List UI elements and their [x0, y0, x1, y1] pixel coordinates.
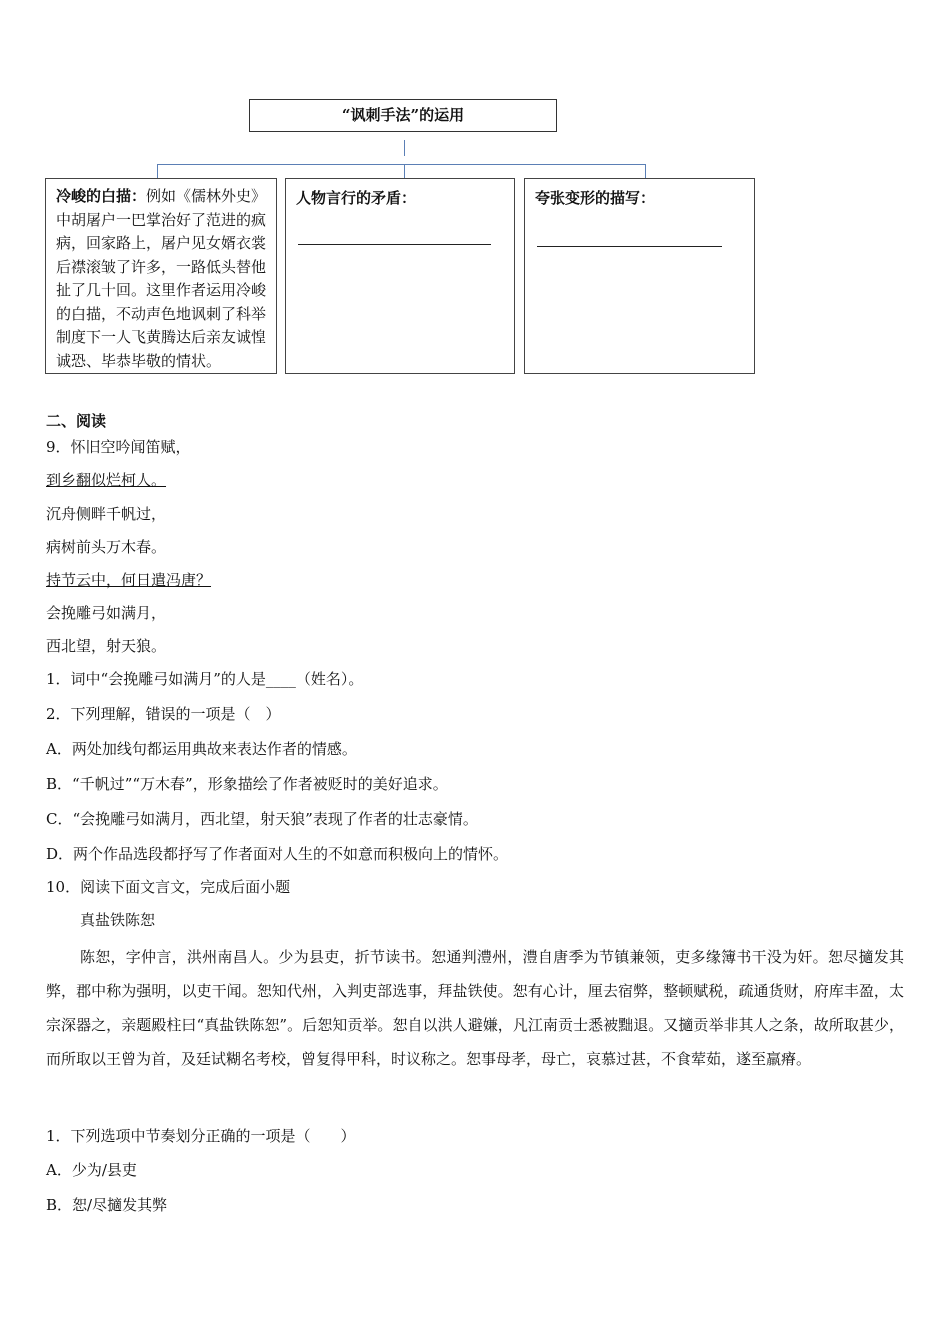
- option-b: B．恕/尽擿发其弊: [46, 1196, 168, 1214]
- connector-line: [157, 164, 158, 178]
- box-heading: 人物言行的矛盾：: [296, 189, 417, 207]
- diagram-title: “讽刺手法”的运用: [249, 99, 557, 132]
- section-heading: 二、阅读: [46, 412, 107, 430]
- question: 1．下列选项中节奏划分正确的一项是（ ）: [46, 1127, 356, 1145]
- option-d: D．两个作品选段都抒写了作者面对人生的不如意而积极向上的情怀。: [46, 845, 509, 863]
- diagram-box-contradiction: [285, 178, 515, 374]
- option-b: B．“千帆过”“万木春”，形象描绘了作者被贬时的美好追求。: [46, 775, 448, 793]
- poem-line: 沉舟侧畔千帆过，: [46, 505, 167, 523]
- diagram-box-exaggeration: [524, 178, 755, 374]
- question: 10．阅读下面文言文，完成后面小题: [46, 878, 291, 896]
- poem-line: 9．怀旧空吟闻笛赋，: [46, 438, 191, 456]
- passage-text: 陈恕，字仲言，洪州南昌人。少为县吏，折节读书。恕通判澧州，澧自唐季为节镇兼领，吏多缘簿书干没为奸。恕尽擿发其弊，郡中称为强明，以吏干闻。恕知代州，入判吏部选事，拜盐铁使。恕有心计，厘去宿弊，整顿赋税，疏通货财，府库丰盈，太宗深器之，亲题殿柱曰“真盐铁陈恕”。后恕知贡举。恕自以洪人避嫌，凡江南贡士悉被黜退。又擿贡举非其人之条，故所取甚少，而所取以王曾为首，及廷试糊名考校，曾复得甲科，时议称之。恕事母孝，母亡，哀慕过甚，不食荤茹，遂至羸瘠。: [46, 948, 904, 1068]
- answer-blank[interactable]: [537, 246, 722, 247]
- poem-line: 西北望，射天狼。: [46, 637, 167, 655]
- box-heading: 夸张变形的描写：: [535, 189, 656, 207]
- box-body: 例如《儒林外史》中胡屠户一巴掌治好了范进的疯病，回家路上，屠户见女婿衣裳后襟滚皱了许多，一路低头替他扯了几十回。这里作者运用冷峻的白描，不动声色地讽刺了科举制度下一人飞黄腾达后亲友诚惶诚恐、毕恭毕敬的情状。: [56, 187, 267, 370]
- box-heading: 冷峻的白描：: [56, 187, 147, 205]
- connector-line: [645, 164, 646, 178]
- answer-blank[interactable]: [298, 244, 491, 245]
- question: 2．下列理解，错误的一项是（ ）: [46, 705, 281, 723]
- passage-title: 真盐铁陈恕: [80, 911, 156, 929]
- poem-line-underlined: 到乡翻似烂柯人。: [46, 471, 167, 489]
- option-a: A．两处加线句都运用典故来表达作者的情感。: [46, 740, 357, 758]
- diagram-box-plain-description: [45, 178, 277, 374]
- connector-line: [404, 164, 405, 178]
- question: 1．词中“会挽雕弓如满月”的人是____（姓名）。: [46, 670, 364, 688]
- option-a: A．少为/县吏: [46, 1161, 137, 1179]
- connector-line: [157, 164, 646, 165]
- poem-line-underlined: 持节云中，何日遣冯唐？: [46, 571, 212, 589]
- connector-line: [404, 140, 405, 156]
- poem-line: 病树前头万木春。: [46, 538, 167, 556]
- option-c: C．“会挽雕弓如满月，西北望，射天狼”表现了作者的壮志豪情。: [46, 810, 478, 828]
- poem-line: 会挽雕弓如满月，: [46, 604, 167, 622]
